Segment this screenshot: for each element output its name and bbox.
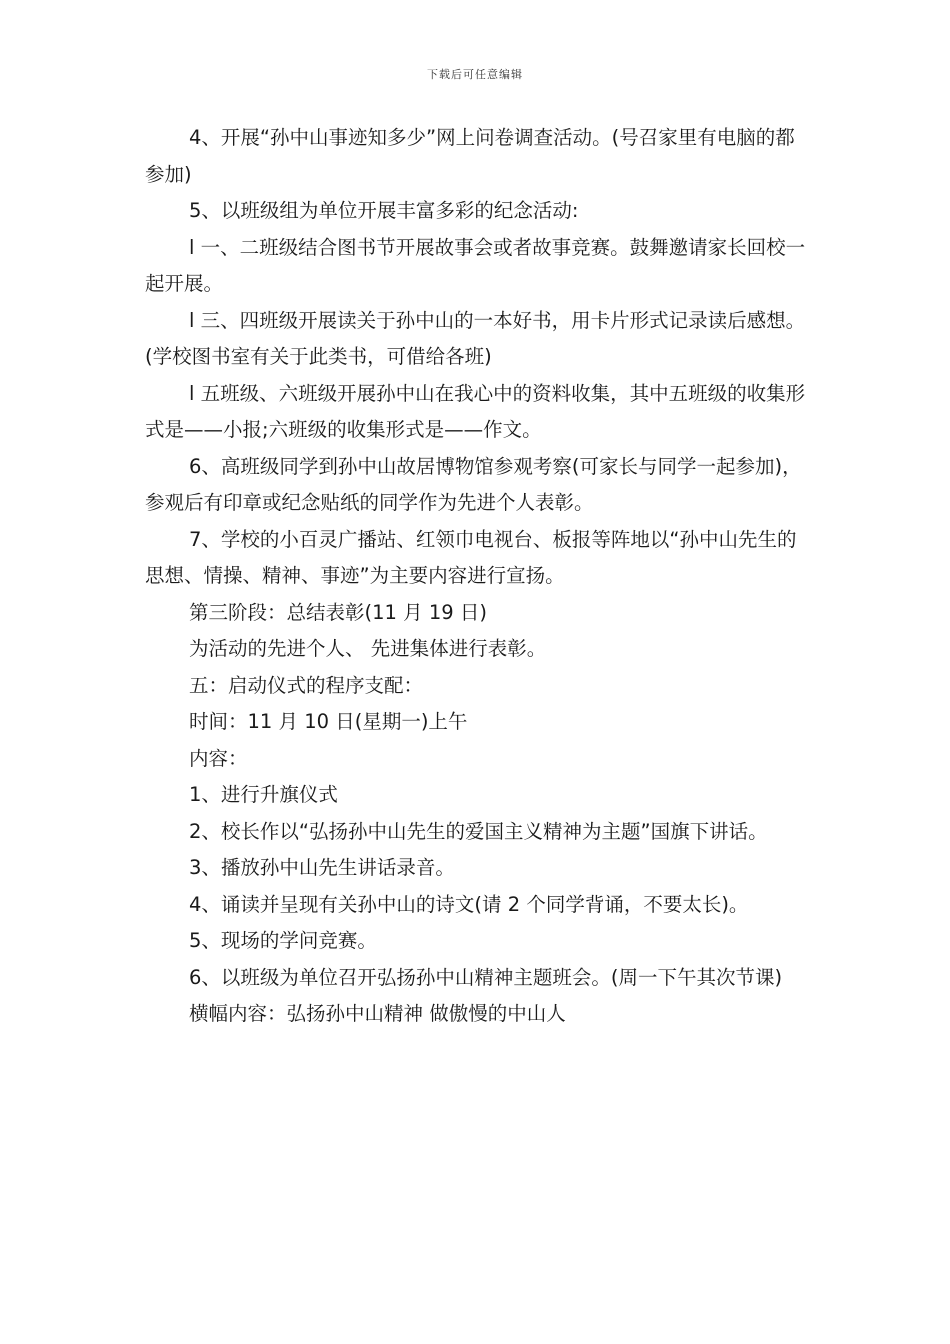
- paragraph-section-5: 五：启动仪式的程序支配：: [189, 673, 424, 697]
- paragraph-content-label: 内容：: [189, 746, 248, 770]
- paragraph-step-4: 4、诵读并呈现有关孙中山的诗文(请 2 个同学背诵，不要太长)。: [189, 892, 749, 916]
- page-header: 下载后可任意编辑: [427, 68, 523, 81]
- paragraph-grade-1-2: l 一、二班级结合图书节开展故事会或者故事竞赛。鼓舞邀请家长回校一起开展。: [145, 235, 806, 295]
- paragraph-banner: 横幅内容：弘扬孙中山精神 做傲慢的中山人: [189, 1002, 566, 1025]
- paragraph-item-7: 7、学校的小百灵广播站、红领巾电视台、板报等阵地以“孙中山先生的思想、情操、精神、事迹”为主要内容进行宣扬。: [145, 527, 797, 587]
- paragraph-commendation: 为活动的先进个人、 先进集体进行表彰。: [189, 637, 547, 660]
- paragraph-item-6: 6、高班级同学到孙中山故居博物馆参观考察(可家长与同学一起参加)，参观后有印章或纪念贴纸的同学作为先进个人表彰。: [145, 454, 802, 514]
- document-body: [145, 120, 810, 1033]
- paragraph-grade-3-4: l 三、四班级开展读关于孙中山的一本好书，用卡片形式记录读后感想。(学校图书室有关于此类书，可借给各班): [145, 308, 806, 368]
- paragraph-item-5: 5、以班级组为单位开展丰富多彩的纪念活动:: [189, 199, 579, 222]
- paragraph-item-4: 4、开展“孙中山事迹知多少”网上问卷调查活动。(号召家里有电脑的都参加): [145, 126, 795, 186]
- paragraph-stage-3: 第三阶段：总结表彰(11 月 19 日): [189, 600, 487, 624]
- paragraph-step-6: 6、以班级为单位召开弘扬孙中山精神主题班会。(周一下午其次节课): [189, 965, 783, 989]
- paragraph-grade-5-6: l 五班级、六班级开展孙中山在我心中的资料收集，其中五班级的收集形式是——小报;六班级的收集形式是——作文。: [145, 381, 806, 441]
- paragraph-step-2: 2、校长作以“弘扬孙中山先生的爱国主义精神为主题”国旗下讲话。: [189, 819, 768, 843]
- paragraph-step-1: 1、进行升旗仪式: [189, 783, 338, 806]
- paragraph-step-5: 5、现场的学问竞赛。: [189, 929, 377, 952]
- paragraph-time: 时间：11 月 10 日(星期一)上午: [189, 710, 468, 733]
- paragraph-step-3: 3、播放孙中山先生讲话录音。: [189, 856, 455, 879]
